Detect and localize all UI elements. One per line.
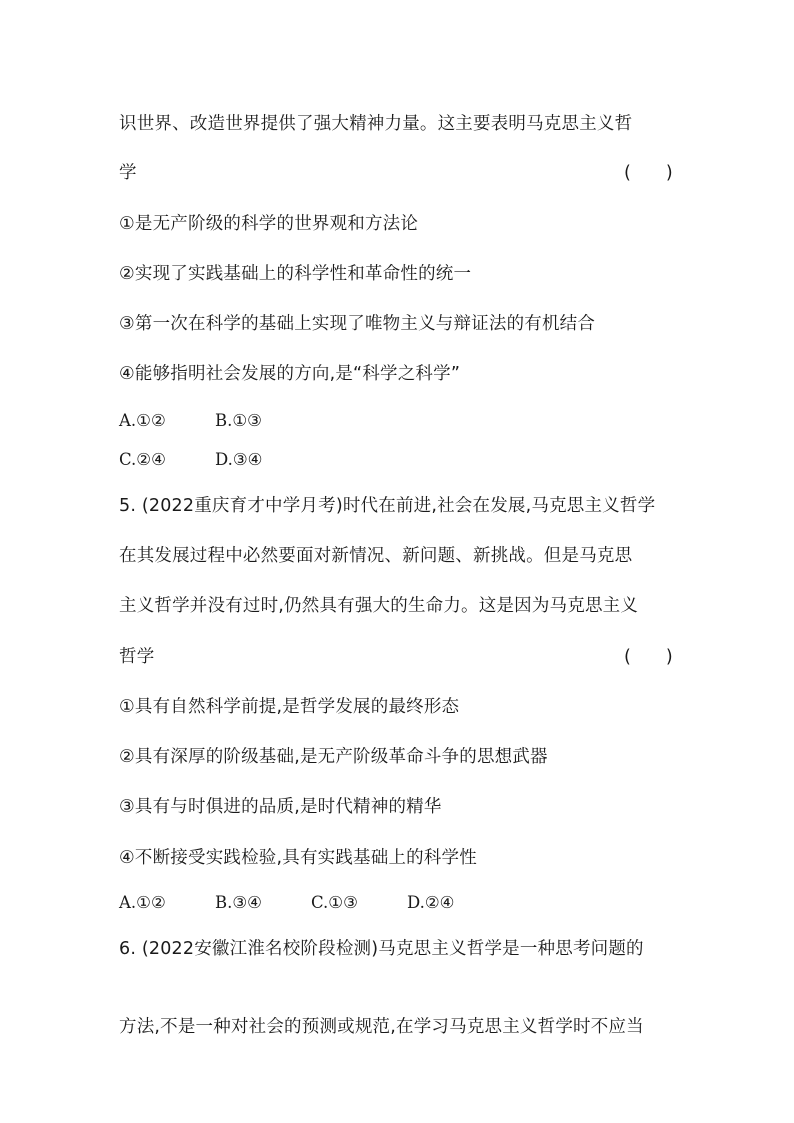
q4-choices-row-2 xyxy=(119,448,262,472)
q4-choice-b: B.①③ xyxy=(215,411,262,430)
q5-choice-d: D.②④ xyxy=(407,893,455,912)
q4-stem-line-2: 学 xyxy=(119,163,137,183)
q5-stem-line-4: 哲学 xyxy=(119,647,155,667)
q5-item-4: ④不断接受实践检验,具有实践基础上的科学性 xyxy=(119,848,477,868)
q4-choice-a: A.①② xyxy=(119,411,166,430)
q6-stem-line-2: 方法,不是一种对社会的预测或规范,在学习马克思主义哲学时不应当 xyxy=(119,1017,644,1037)
q4-item-4: ④能够指明社会发展的方向,是“科学之科学” xyxy=(119,364,461,384)
q4-item-2: ②实现了实践基础上的科学性和革命性的统一 xyxy=(119,264,472,284)
q5-stem-line-2: 在其发展过程中必然要面对新情况、新问题、新挑战。但是马克思 xyxy=(119,546,633,566)
q5-stem-line-1: 5. (2022重庆育才中学月考)时代在前进,社会在发展,马克思主义哲学 xyxy=(119,496,656,516)
q5-choice-a: A.①② xyxy=(119,893,166,912)
q5-item-3: ③具有与时俱进的品质,是时代精神的精华 xyxy=(119,797,442,817)
q5-item-1: ①具有自然科学前提,是哲学发展的最终形态 xyxy=(119,697,460,717)
q5-choice-c: C.①③ xyxy=(311,893,358,912)
q4-item-3: ③第一次在科学的基础上实现了唯物主义与辩证法的有机结合 xyxy=(119,314,596,334)
q4-answer-paren: ( ) xyxy=(624,163,673,183)
q5-choices-row xyxy=(119,891,454,915)
q6-stem-line-1: 6. (2022安徽江淮名校阶段检测)马克思主义哲学是一种思考问题的 xyxy=(119,939,644,959)
q5-stem-line-3: 主义哲学并没有过时,仍然具有强大的生命力。这是因为马克思主义 xyxy=(119,596,639,616)
q4-choices-row-1 xyxy=(119,409,262,433)
q5-answer-paren: ( ) xyxy=(624,647,673,667)
q4-choice-c: C.②④ xyxy=(119,450,166,469)
q4-choice-d: D.③④ xyxy=(215,450,263,469)
q4-stem-line-1: 识世界、改造世界提供了强大精神力量。这主要表明马克思主义哲 xyxy=(119,114,633,134)
q5-item-2: ②具有深厚的阶级基础,是无产阶级革命斗争的思想武器 xyxy=(119,747,548,767)
q5-choice-b: B.③④ xyxy=(215,893,262,912)
q4-item-1: ①是无产阶级的科学的世界观和方法论 xyxy=(119,214,419,234)
